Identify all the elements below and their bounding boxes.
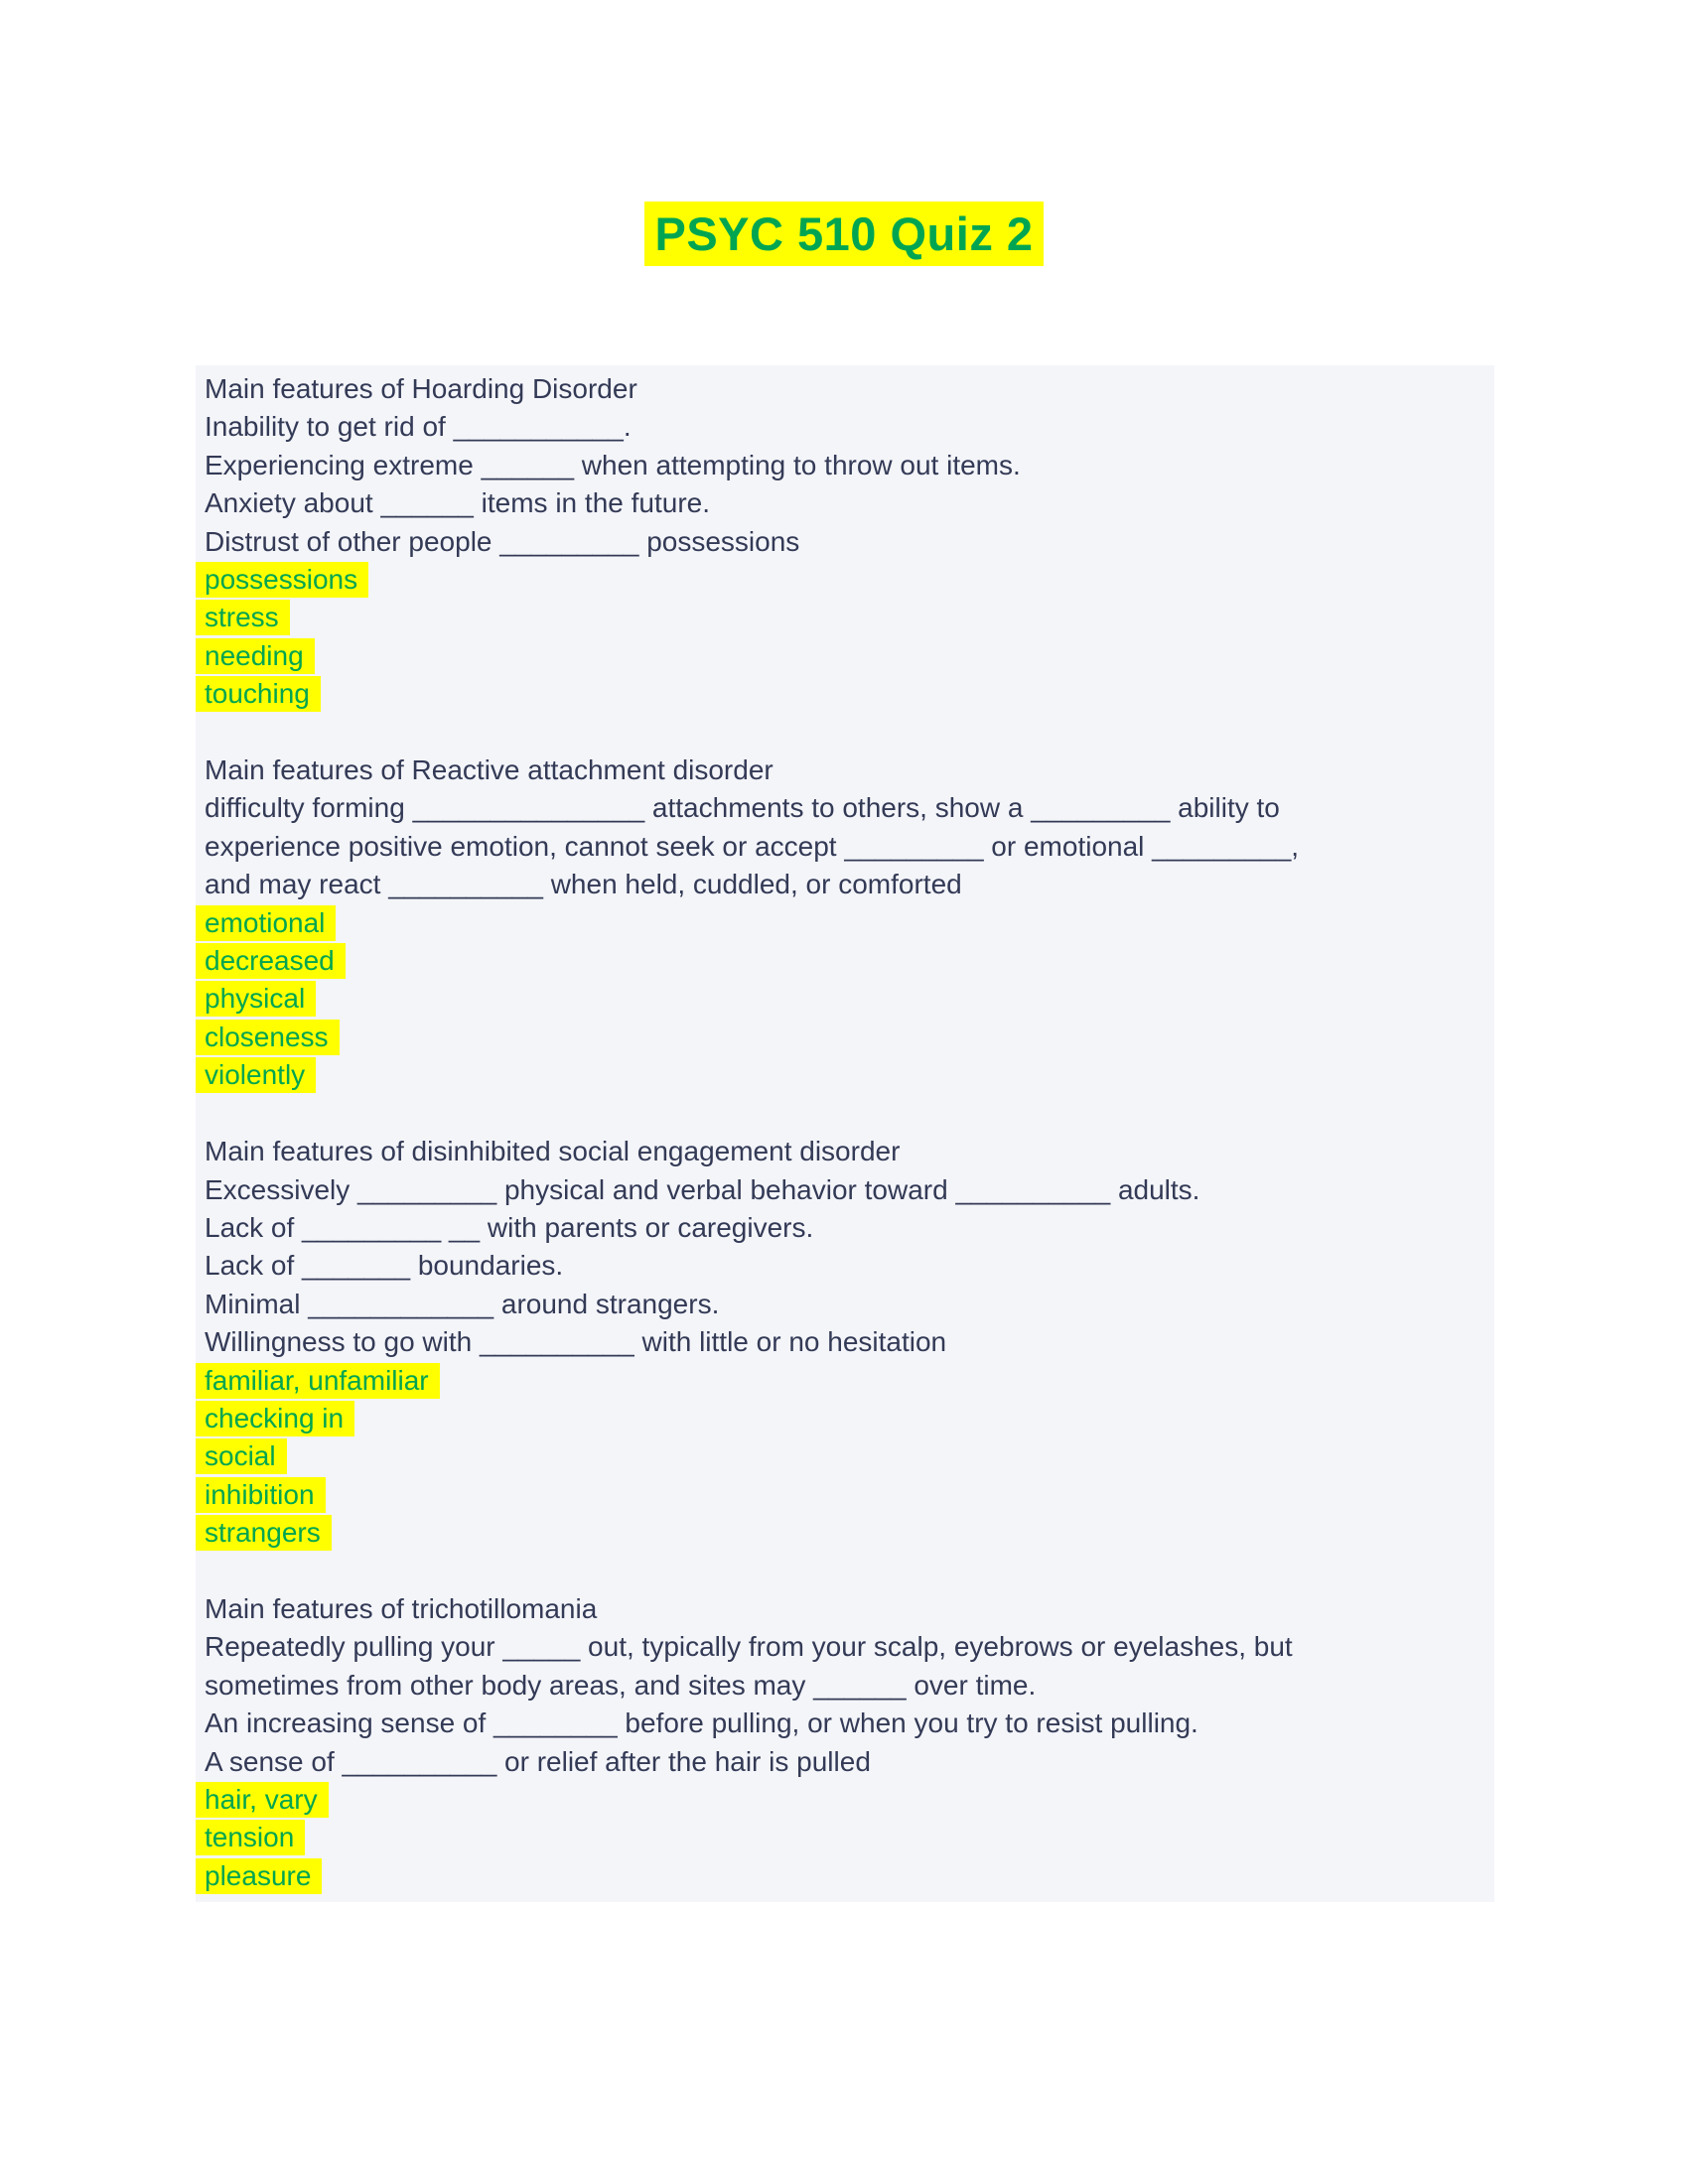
question-line: Minimal ____________ around strangers. bbox=[205, 1288, 720, 1319]
answer-line bbox=[196, 1019, 1494, 1056]
answer-line bbox=[196, 1056, 1494, 1094]
answer-highlight: stress bbox=[196, 600, 290, 635]
answer-line bbox=[196, 904, 1494, 942]
quiz-title: PSYC 510 Quiz 2 bbox=[644, 202, 1043, 266]
question-line: A sense of __________ or relief after the hair is pulled bbox=[205, 1745, 871, 1777]
question-line: Main features of disinhibited social engagement disorder bbox=[205, 1136, 901, 1167]
answer-line bbox=[196, 637, 1494, 675]
answer-highlight: familiar, unfamiliar bbox=[196, 1363, 440, 1399]
answer-highlight: inhibition bbox=[196, 1477, 326, 1513]
question-line: Main features of trichotillomania bbox=[205, 1592, 598, 1624]
answer-line bbox=[196, 980, 1494, 1018]
answer-line bbox=[196, 1400, 1494, 1437]
answer-line bbox=[196, 1437, 1494, 1475]
answer-highlight: closeness bbox=[196, 1020, 340, 1055]
quiz-title-row bbox=[0, 202, 1688, 266]
answer-highlight: tension bbox=[196, 1820, 305, 1855]
answer-highlight: physical bbox=[196, 981, 316, 1017]
answer-line bbox=[196, 599, 1494, 636]
answer-line bbox=[196, 942, 1494, 980]
answer-highlight: touching bbox=[196, 676, 321, 712]
answer-highlight: social bbox=[196, 1438, 287, 1474]
question-line: Main features of Hoarding Disorder bbox=[205, 373, 637, 404]
answer-highlight: checking in bbox=[196, 1401, 354, 1436]
answer-line bbox=[196, 675, 1494, 713]
question-line: Inability to get rid of ___________. bbox=[205, 411, 632, 443]
answer-line bbox=[196, 1476, 1494, 1514]
question-line: sometimes from other body areas, and sites may ______ over time. bbox=[205, 1669, 1037, 1701]
answer-line bbox=[196, 1781, 1494, 1819]
answer-line bbox=[196, 561, 1494, 599]
answer-line bbox=[196, 1857, 1494, 1895]
blank-line bbox=[196, 714, 1494, 751]
question-line: Distrust of other people _________ possessions bbox=[205, 525, 800, 557]
answer-highlight: violently bbox=[196, 1057, 316, 1093]
answer-line bbox=[196, 1819, 1494, 1856]
blank-line bbox=[196, 1553, 1494, 1590]
answer-highlight: decreased bbox=[196, 943, 346, 979]
answer-highlight: possessions bbox=[196, 562, 368, 598]
answer-highlight: needing bbox=[196, 638, 315, 674]
question-line: and may react __________ when held, cuddled, or comforted bbox=[205, 869, 962, 900]
question-line: Lack of _______ boundaries. bbox=[205, 1250, 564, 1282]
answer-highlight: emotional bbox=[196, 905, 336, 941]
question-line: Excessively _________ physical and verbal behavior toward __________ adults. bbox=[205, 1173, 1200, 1205]
answer-highlight: strangers bbox=[196, 1515, 332, 1551]
question-line: Repeatedly pulling your _____ out, typically from your scalp, eyebrows or eyelashes, but bbox=[205, 1631, 1293, 1663]
question-line: experience positive emotion, cannot seek or accept _________ or emotional _________, bbox=[205, 830, 1300, 862]
question-line: Anxiety about ______ items in the future. bbox=[205, 487, 710, 519]
blank-line bbox=[196, 1095, 1494, 1133]
question-line: Lack of _________ __ with parents or caregivers. bbox=[205, 1211, 814, 1243]
question-line: Willingness to go with __________ with little or no hesitation bbox=[205, 1326, 947, 1358]
answer-line bbox=[196, 1514, 1494, 1552]
question-line: difficulty forming _______________ attachments to others, show a _________ ability to bbox=[205, 792, 1280, 824]
question-line: Main features of Reactive attachment disorder bbox=[205, 754, 774, 786]
question-line: Experiencing extreme ______ when attempting to throw out items. bbox=[205, 449, 1021, 480]
quiz-content-block bbox=[196, 365, 1494, 1902]
question-line: An increasing sense of ________ before pulling, or when you try to resist pulling. bbox=[205, 1707, 1198, 1739]
answer-highlight: hair, vary bbox=[196, 1782, 329, 1818]
answer-line bbox=[196, 1362, 1494, 1400]
answer-highlight: pleasure bbox=[196, 1858, 322, 1894]
